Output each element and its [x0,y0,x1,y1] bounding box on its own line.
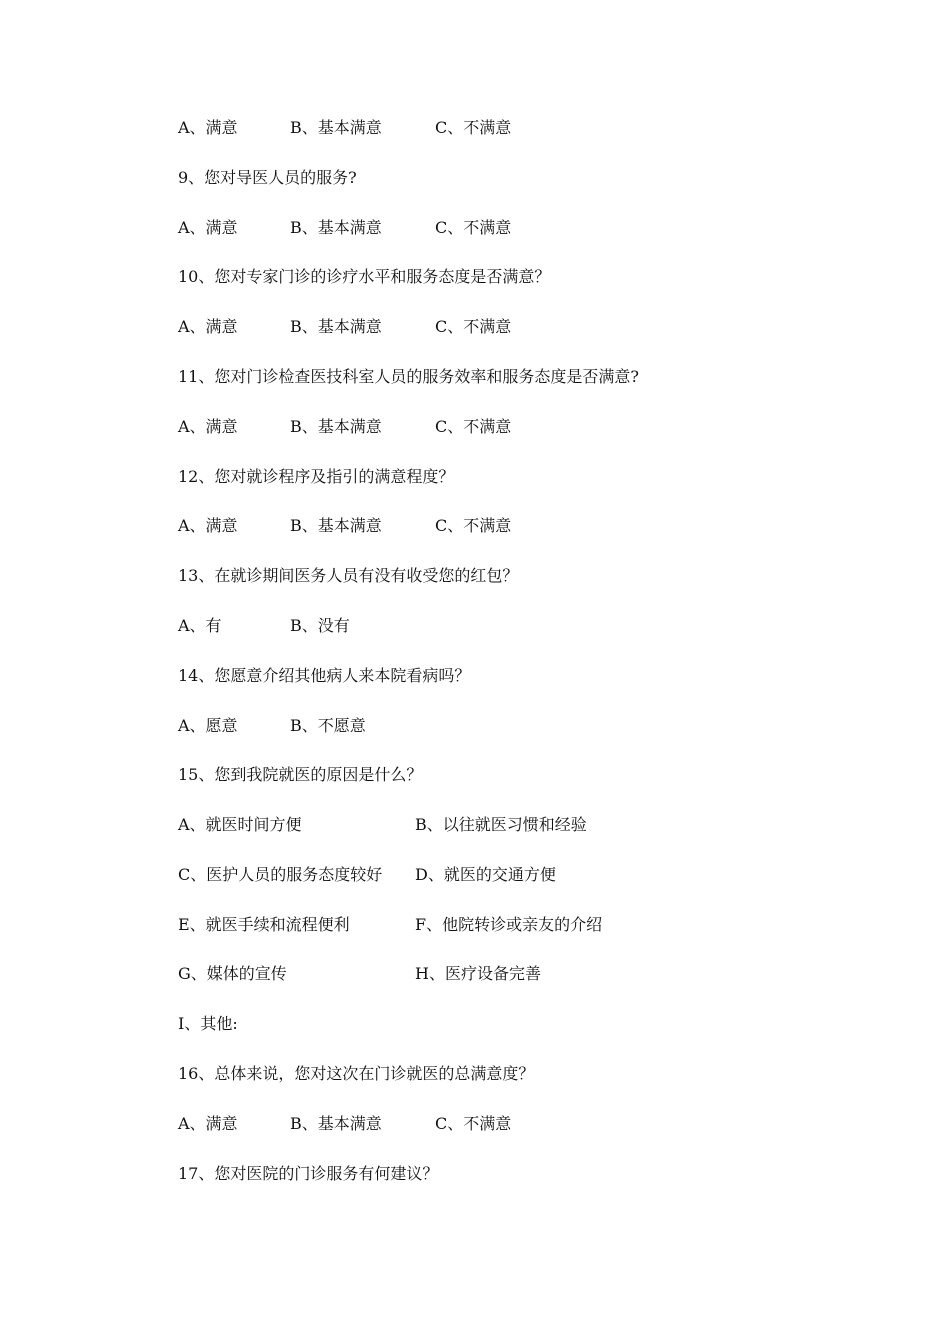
option-a: A、满意 [178,118,238,137]
q9-question: 9、您对导医人员的服务? [178,168,357,187]
option-a: A、满意 [178,317,238,336]
option-b: B、基本满意 [290,218,382,237]
option-e: E、就医手续和流程便利 [178,915,350,934]
option-f: F、他院转诊或亲友的介绍 [415,915,603,934]
q12-question: 12、您对就诊程序及指引的满意程度？ [178,467,455,486]
option-a: A、愿意 [178,716,238,735]
option-b: B、以往就医习惯和经验 [415,815,587,834]
option-c: C、不满意 [435,417,512,436]
option-a: A、有 [178,616,222,635]
option-a: A、满意 [178,1114,238,1133]
q10-question: 10、您对专家门诊的诊疗水平和服务态度是否满意？ [178,267,551,286]
q15-question: 15、您到我院就医的原因是什么？ [178,765,423,784]
option-b: B、基本满意 [290,317,382,336]
option-c: C、不满意 [435,218,512,237]
option-c: C、不满意 [435,1114,512,1133]
q11-question: 11、您对门诊检查医技科室人员的服务效率和服务态度是否满意? [178,367,639,386]
q16-question: 16、总体来说，您对这次在门诊就医的总满意度？ [178,1064,535,1083]
option-c: C、不满意 [435,516,512,535]
option-c: C、医护人员的服务态度较好 [178,865,383,884]
option-a: A、满意 [178,417,238,436]
option-h: H、医疗设备完善 [415,964,541,983]
q13-question: 13、在就诊期间医务人员有没有收受您的红包？ [178,566,519,585]
q14-question: 14、您愿意介绍其他病人来本院看病吗？ [178,666,471,685]
option-b: B、基本满意 [290,516,382,535]
option-c: C、不满意 [435,317,512,336]
option-b: B、不愿意 [290,716,366,735]
option-b: B、基本满意 [290,417,382,436]
option-c: C、不满意 [435,118,512,137]
option-a: A、就医时间方便 [178,815,302,834]
option-a: A、满意 [178,516,238,535]
option-b: B、基本满意 [290,118,382,137]
option-d: D、就医的交通方便 [415,865,556,884]
q17-question: 17、您对医院的门诊服务有何建议？ [178,1164,439,1183]
option-g: G、媒体的宣传 [178,964,287,983]
option-a: A、满意 [178,218,238,237]
option-b: B、没有 [290,616,350,635]
q15-option-other: I、其他: [178,1014,238,1033]
option-b: B、基本满意 [290,1114,382,1133]
